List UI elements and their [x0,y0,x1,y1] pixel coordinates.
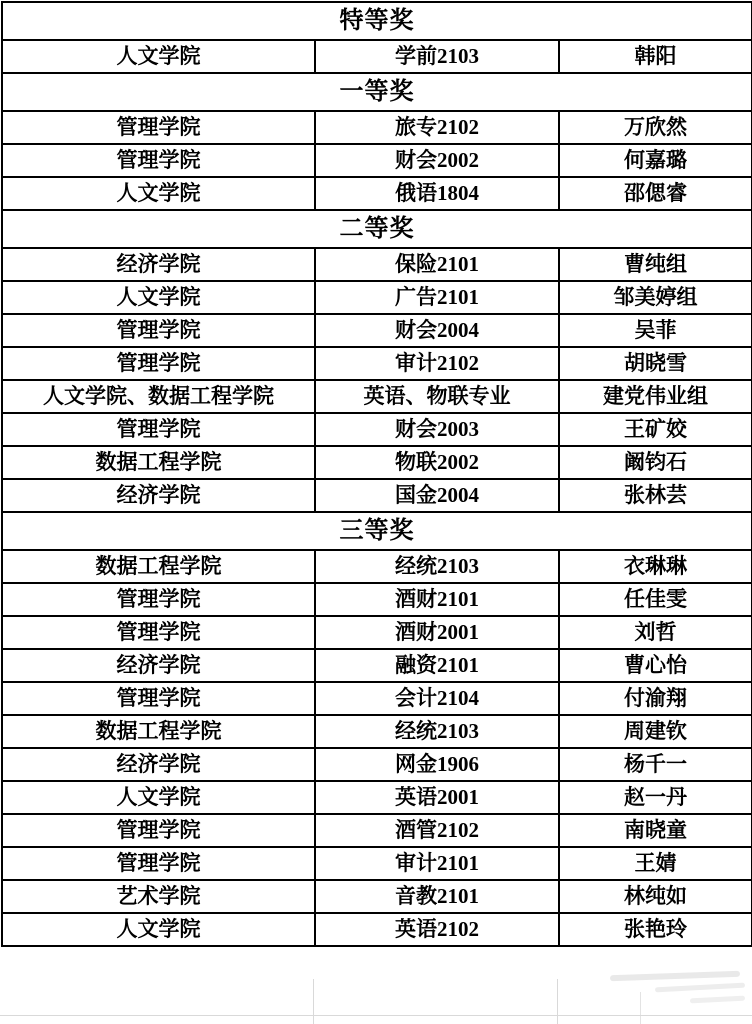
table-row [2,550,752,583]
table-row [2,748,752,781]
winner-cell[interactable]: 任佳雯 [559,583,752,616]
class-cell[interactable]: 英语2001 [315,781,559,814]
class-cell[interactable]: 俄语1804 [315,177,559,210]
winner-cell[interactable]: 阚钧石 [559,446,752,479]
class-cell[interactable]: 会计2104 [315,682,559,715]
table-row [2,781,752,814]
section-header-cell[interactable]: 三等奖 [2,512,752,550]
section-row [2,512,752,550]
table-row [2,314,752,347]
winner-cell[interactable]: 衣琳琳 [559,550,752,583]
college-cell[interactable]: 经济学院 [2,748,315,781]
college-cell[interactable]: 管理学院 [2,347,315,380]
table-row [2,40,752,73]
watermark-remnant [610,971,740,982]
section-header-cell[interactable]: 二等奖 [2,210,752,248]
table-row [2,177,752,210]
class-cell[interactable]: 国金2004 [315,479,559,512]
college-cell[interactable]: 人文学院 [2,281,315,314]
winner-cell[interactable]: 胡晓雪 [559,347,752,380]
class-cell[interactable]: 英语2102 [315,913,559,946]
class-cell[interactable]: 物联2002 [315,446,559,479]
college-cell[interactable]: 数据工程学院 [2,550,315,583]
class-cell[interactable]: 网金1906 [315,748,559,781]
college-cell[interactable]: 人文学院 [2,177,315,210]
table-row [2,616,752,649]
winner-cell[interactable]: 吴菲 [559,314,752,347]
class-cell[interactable]: 财会2004 [315,314,559,347]
empty-grid-vline-extra [640,992,641,1024]
table-row [2,715,752,748]
college-cell[interactable]: 人文学院 [2,913,315,946]
college-cell[interactable]: 管理学院 [2,583,315,616]
winner-cell[interactable]: 万欣然 [559,111,752,144]
winner-cell[interactable]: 建党伟业组 [559,380,752,413]
college-cell[interactable]: 人文学院 [2,781,315,814]
college-cell[interactable]: 管理学院 [2,111,315,144]
class-cell[interactable]: 广告2101 [315,281,559,314]
class-cell[interactable]: 音教2101 [315,880,559,913]
college-cell[interactable]: 管理学院 [2,413,315,446]
college-cell[interactable]: 数据工程学院 [2,715,315,748]
winner-cell[interactable]: 王婧 [559,847,752,880]
class-cell[interactable]: 经统2103 [315,715,559,748]
winner-cell[interactable]: 张艳玲 [559,913,752,946]
class-cell[interactable]: 酒管2102 [315,814,559,847]
section-row [2,73,752,111]
winner-cell[interactable]: 南晓童 [559,814,752,847]
college-cell[interactable]: 人文学院 [2,40,315,73]
table-row [2,413,752,446]
college-cell[interactable]: 经济学院 [2,479,315,512]
college-cell[interactable]: 经济学院 [2,248,315,281]
table-row [2,248,752,281]
table-row [2,682,752,715]
college-cell[interactable]: 管理学院 [2,682,315,715]
watermark-remnant [655,983,745,993]
class-cell[interactable]: 英语、物联专业 [315,380,559,413]
table-row [2,814,752,847]
section-row [2,210,752,248]
table-row [2,281,752,314]
winner-cell[interactable]: 付渝翔 [559,682,752,715]
empty-grid-vline-col1 [313,979,314,1024]
class-cell[interactable]: 财会2002 [315,144,559,177]
winner-cell[interactable]: 邵偲睿 [559,177,752,210]
college-cell[interactable]: 管理学院 [2,847,315,880]
table-row [2,144,752,177]
table-row [2,446,752,479]
winner-cell[interactable]: 曹纯组 [559,248,752,281]
college-cell[interactable]: 经济学院 [2,649,315,682]
winner-cell[interactable]: 赵一丹 [559,781,752,814]
class-cell[interactable]: 审计2102 [315,347,559,380]
class-cell[interactable]: 学前2103 [315,40,559,73]
college-cell[interactable]: 数据工程学院 [2,446,315,479]
class-cell[interactable]: 财会2003 [315,413,559,446]
class-cell[interactable]: 酒财2001 [315,616,559,649]
table-row [2,347,752,380]
table-row [2,479,752,512]
section-header-cell[interactable]: 一等奖 [2,73,752,111]
class-cell[interactable]: 融资2101 [315,649,559,682]
table-row [2,380,752,413]
winner-cell[interactable]: 曹心怡 [559,649,752,682]
table-row [2,847,752,880]
class-cell[interactable]: 经统2103 [315,550,559,583]
table-row [2,880,752,913]
college-cell[interactable]: 管理学院 [2,616,315,649]
college-cell[interactable]: 人文学院、数据工程学院 [2,380,315,413]
winner-cell[interactable]: 何嘉璐 [559,144,752,177]
college-cell[interactable]: 管理学院 [2,314,315,347]
table-row [2,649,752,682]
class-cell[interactable]: 酒财2101 [315,583,559,616]
empty-grid-hline [0,1015,752,1016]
awards-table [1,1,752,947]
table-row [2,583,752,616]
table-row [2,111,752,144]
winner-cell[interactable]: 杨千一 [559,748,752,781]
college-cell[interactable]: 管理学院 [2,144,315,177]
section-header-cell[interactable]: 特等奖 [2,2,752,40]
class-cell[interactable]: 保险2101 [315,248,559,281]
college-cell[interactable]: 管理学院 [2,814,315,847]
empty-grid-vline-col2 [557,979,558,1024]
watermark-remnant [690,996,745,1004]
class-cell[interactable]: 旅专2102 [315,111,559,144]
winner-cell[interactable]: 张林芸 [559,479,752,512]
winner-cell[interactable]: 邹美婷组 [559,281,752,314]
section-row [2,2,752,40]
winner-cell[interactable]: 周建钦 [559,715,752,748]
winner-cell[interactable]: 王矿姣 [559,413,752,446]
winner-cell[interactable]: 刘哲 [559,616,752,649]
winner-cell[interactable]: 韩阳 [559,40,752,73]
class-cell[interactable]: 审计2101 [315,847,559,880]
table-row [2,913,752,946]
college-cell[interactable]: 艺术学院 [2,880,315,913]
winner-cell[interactable]: 林纯如 [559,880,752,913]
